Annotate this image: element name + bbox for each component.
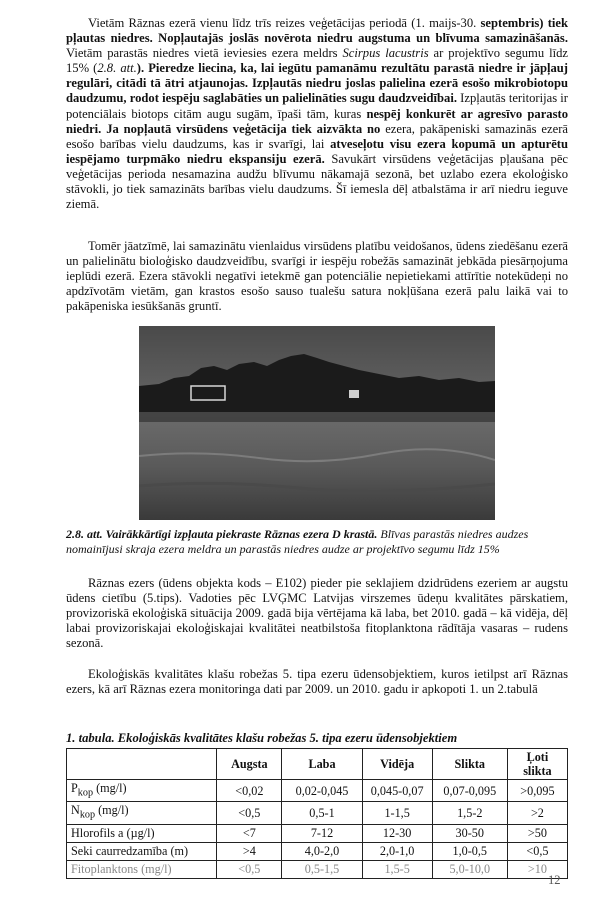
- table-row: [67, 802, 568, 824]
- p1-s11: ezera, pakāpeniski samazinās ezerā esošo barības vielu daudzums, kas ir svarīgi, lai: [66, 121, 568, 151]
- label-base: P: [71, 781, 78, 795]
- table-cell: >10: [507, 860, 567, 878]
- p1-s10: nespēj konkurēt ar agresīvo parasto niedri. Ja nopļautā virsūdens veģetācija tiek aizvākta no: [66, 106, 568, 136]
- caption-label: 2.8. att. Vairākkārtīgi izpļauta piekraste Rāznas ezera D krastā.: [66, 527, 378, 541]
- paragraph-pollution: Tomēr jāatzīmē, lai samazinātu vienlaidus virsūdens platību veidošanos, ūdens ziedēšanu ezerā un palielinātu bioloģisko daudzveidību, svarīgi ir iespēju robežās samazināt jebkāda piesārņojuma ieplūdi ezerā. Ezera stāvokli negatīvi ietekmē gan potenciālie nepietiekami attīrītie notekūdeņi no apdzīvotām vietām, gan krastos esošo sauso tualešu satura nokļūšana ezerā palu laikā vai to pakāpeniska iesūkšanās gruntī.: [66, 239, 568, 314]
- paragraph-reed-mowing: [66, 16, 568, 212]
- p1-s1: Vietām Rāznas ezerā vienu līdz trīs reizes veģetācijas periodā (1. maijs-30.: [88, 16, 477, 30]
- header-augsta: Augsta: [217, 749, 282, 780]
- header-loti-slikta: Ļoti slikta: [507, 749, 567, 780]
- header-slikta: Slikta: [432, 749, 507, 780]
- page-number: 12: [548, 873, 561, 887]
- table-cell: >2: [507, 802, 567, 824]
- table-cell: 0,07-0,095: [432, 780, 507, 802]
- table-cell: 1,5-5: [362, 860, 432, 878]
- header-laba: Laba: [282, 749, 362, 780]
- table-header-row: [67, 749, 568, 780]
- p1-s2: septembris) tiek pļautas niedres. Nopļautajās joslās novērota niedru augstuma un blīvuma samazināšanās.: [66, 16, 568, 46]
- p1-s8: Izpļautās niedru joslas palielina ezerā esošo mikrobiotopu daudzumu, rodot iespēju saglabāties un palielināties sugu daudzveidībai.: [66, 76, 568, 106]
- table-row: [67, 860, 568, 878]
- table-cell: <0,02: [217, 780, 282, 802]
- header-videja: Vidēja: [362, 749, 432, 780]
- p1-s9: Izpļautās teritorijas ir potenciālais biotops citām augu sugām, īpaši tām, kuras: [66, 91, 568, 121]
- table-cell: <0,5: [507, 842, 567, 860]
- table-cell: 0,045-0,07: [362, 780, 432, 802]
- label-sub: kop: [77, 787, 94, 799]
- row-label: [67, 802, 217, 824]
- table-cell: 4,0-2,0: [282, 842, 362, 860]
- table-cell: <0,5: [217, 802, 282, 824]
- p1-s5: ar projektīvo segumu līdz 15% (: [66, 46, 568, 76]
- table-cell: 0,5-1: [282, 802, 362, 824]
- table-cell: 0,02-0,045: [282, 780, 362, 802]
- table-cell: 0,5-1,5: [282, 860, 362, 878]
- table-cell: >4: [217, 842, 282, 860]
- table-cell: 1,0-0,5: [432, 842, 507, 860]
- p1-s13: Savukārt virsūdens veģetācijas pļaušana pēc veģetācijas perioda nesamazina audžu blīvumu nākamajā sezonā, bet uzlabo ezera ekoloģisko stāvokli, jo tiek samazināts barības vielu daudzums. Šī iemesla dēļ atbalstāma ir arī niedru ieguve ziemā.: [66, 151, 568, 212]
- caption-text: Blīvas parastās niedres audzes nomainījusi skraja ezera meldra un parastās niedres audze ar projektīvo segumu līdz 15%: [66, 527, 529, 556]
- table-row: [67, 780, 568, 802]
- table-row: [67, 842, 568, 860]
- label-unit: (mg/l): [95, 803, 129, 818]
- label-sub: kop: [79, 809, 96, 821]
- p1-s7: ). Pieredze liecina, ka, lai iegūtu pamanāmu rezultātu parastā niedre ir jāpļauj regulāri, citādi tā ātri atjaunojas.: [66, 61, 568, 91]
- header-empty: [67, 749, 217, 780]
- table-row: [67, 824, 568, 842]
- table-cell: 12-30: [362, 824, 432, 842]
- table-cell: 2,0-1,0: [362, 842, 432, 860]
- table-cell: 5,0-10,0: [432, 860, 507, 878]
- row-label: Fitoplanktons (mg/l): [67, 860, 217, 878]
- p1-s12: atveseļotu visu ezera kopumā un apturētu iespējamo turpmāko niedru ekspansiju ezerā.: [66, 136, 568, 166]
- p1-species-name: Scirpus lacustris: [342, 46, 429, 61]
- quality-class-table: [66, 748, 568, 879]
- label-base: N: [71, 803, 80, 818]
- paragraph-table-intro: Ekoloģiskās kvalitātes klašu robežas 5. tipa ezeru ūdensobjektiem, kuros ietilpst arī Rāznas ezers, kā arī Rāznas ezera monitoringa dati par 2009. un 2010. gadu ir apkopoti 1. un 2.tabulā: [66, 667, 568, 697]
- table-title: 1. tabula. Ekoloģiskās kvalitātes klašu robežas 5. tipa ezeru ūdensobjektiem: [66, 731, 458, 745]
- lake-shore-photo: [139, 326, 495, 520]
- table-cell: <7: [217, 824, 282, 842]
- table-cell: 30-50: [432, 824, 507, 842]
- label-unit: (mg/l): [93, 781, 127, 795]
- figure-caption: [66, 527, 568, 557]
- row-label: Seki caurredzamība (m): [67, 842, 217, 860]
- table-cell: 1,5-2: [432, 802, 507, 824]
- p1-s3: Vietām parastās niedres vietā ieviesies ezera meldrs: [66, 46, 343, 61]
- table-cell: >0,095: [507, 780, 567, 802]
- table-cell: 1-1,5: [362, 802, 432, 824]
- row-label: [67, 780, 217, 802]
- paragraph-lake-type: Rāznas ezers (ūdens objekta kods – E102) pieder pie seklajiem dzidrūdens ezeriem ar augstu ūdens cietību (5.tips). Vadoties pēc LVĢMC Latvijas virszemes ūdeņu kvalitātes pārskatiem, provizoriskā ekoloģiskā situācija 2009. gadā bija vērtējama kā laba, bet 2010. gadā – kā vidēja, dēļ labai provizoriskajai ekoloģiskajai kvalitātei neatbilstoša fitoplanktona rādītāja vasaras – rudens sezonā.: [66, 576, 568, 651]
- table-cell: <0,5: [217, 860, 282, 878]
- table-cell: >50: [507, 824, 567, 842]
- p1-figure-ref: 2.8. att.: [97, 61, 137, 76]
- table-cell: 7-12: [282, 824, 362, 842]
- row-label: Hlorofils a (µg/l): [67, 824, 217, 842]
